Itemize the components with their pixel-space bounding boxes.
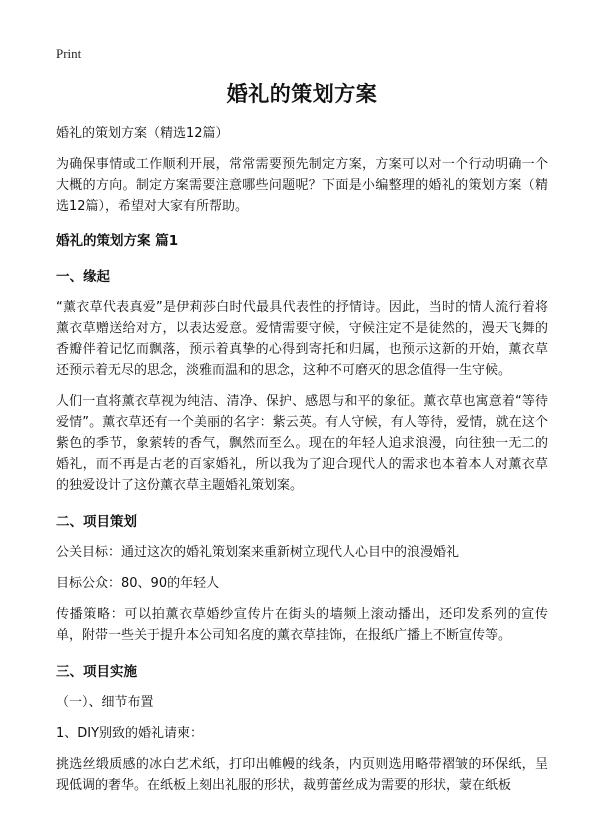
planning-goal: 公关目标：通过这次的婚礼策划案来重新树立现代人心目中的浪漫婚礼 — [56, 545, 460, 560]
section-heading-origin: 一、缘起 — [56, 269, 110, 285]
print-link[interactable]: Print — [56, 46, 82, 61]
planning-audience: 目标公众：80、90的年轻人 — [56, 576, 220, 591]
planning-strategy: 传播策略：可以拍薰衣草婚纱宣传片在街头的墙频上滚动播出，还印发系列的宣传单，附带一些关于提升本公司知名度的薰衣草挂饰，在报纸广播上不断宣传等。 — [56, 607, 548, 643]
implementation-subheading: （一）、细节布置 — [56, 695, 154, 710]
article-heading: 婚礼的策划方案 篇1 — [56, 233, 179, 249]
section-heading-implementation: 三、项目实施 — [56, 664, 137, 680]
implementation-item-1-text: 挑选丝缎质感的冰白艺术纸，打印出帷幔的线条，内页则选用略带褶皱的环保纸，呈现低调的奢华。在纸板上刻出礼服的形状，裁剪蕾丝成为需要的形状，蒙在纸板 — [56, 757, 548, 793]
document-subtitle: 婚礼的策划方案（精选12篇） — [56, 126, 229, 141]
section-heading-planning: 二、项目策划 — [56, 514, 137, 530]
intro-paragraph: 为确保事情或工作顺利开展，常常需要预先制定方案，方案可以对一个行动明确一个大概的方向。制定方案需要注意哪些问题呢？下面是小编整理的婚礼的策划方案（精选12篇），希望对大家有所帮助。 — [56, 157, 548, 214]
origin-paragraph-2: 人们一直将薰衣草视为纯洁、清净、保护、感恩与和平的象征。薰衣草也寓意着“等待爱情”。薰衣草还有一个美丽的名字：紫云英。有人守候，有人等待，爱情，就在这个紫色的季节，象萦转的香气，飘然而至么。现在的年轻人追求浪漫，向往独一无二的婚礼，而不再是古老的百家婚礼，所以我为了迎合现代人的需求也本着本人对薰衣草的独爱设计了这份薰衣草主题婚礼策划案。 — [56, 394, 548, 493]
document-title: 婚礼的策划方案 — [226, 82, 378, 106]
implementation-item-1: 1、DIY别致的婚礼请柬： — [56, 726, 204, 741]
origin-paragraph-1: “薰衣草代表真爱”是伊莉莎白时代最具代表性的抒情诗。因此，当时的情人流行着将薰衣草赠送给对方，以表达爱意。爱情需要守候，守候注定不是徒然的，漫天飞舞的香瓣伴着记忆而飘落，预示着真挚的心得到寄托和归属，也预示这新的开始，薰衣草还预示着无尽的思念，淡雅而温和的思念，这种不可磨灭的思念值得一生守候。 — [56, 300, 548, 378]
